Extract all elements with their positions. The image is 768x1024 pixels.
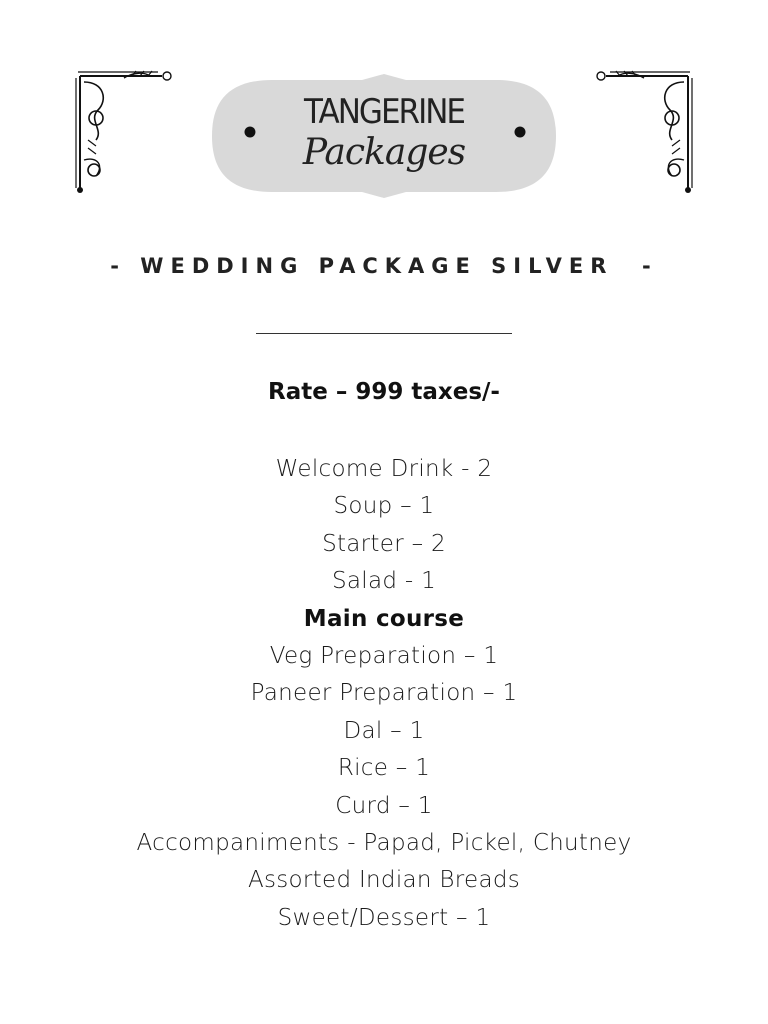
menu-item: Salad - 1: [331, 568, 437, 595]
menu-item: Rice – 1: [337, 755, 431, 782]
menu-item: Accompaniments - Papad, Pickel, Chutney: [136, 829, 632, 856]
logo-badge: [212, 74, 556, 198]
package-title: - WEDDING PACKAGE SILVER -: [110, 254, 658, 278]
corner-ornament-left-icon: [74, 70, 174, 196]
menu-item: Curd – 1: [335, 792, 433, 819]
menu-item: Starter – 2: [322, 530, 446, 557]
menu-item: Paneer Preparation – 1: [250, 680, 518, 707]
rate-line: Rate – 999 taxes/-: [268, 379, 500, 405]
logo-subtitle: Packages: [302, 132, 466, 173]
logo-title: TANGERINE: [304, 92, 464, 132]
menu-item: Welcome Drink - 2: [275, 456, 493, 482]
menu-item: Dal – 1: [343, 717, 425, 744]
corner-ornament-right-icon: [594, 70, 694, 196]
menu-section-heading: Main course: [303, 605, 465, 632]
menu-item: Veg Preparation – 1: [269, 642, 499, 669]
menu-item: Sweet/Dessert – 1: [277, 904, 491, 931]
divider: [256, 333, 512, 334]
menu-list: [0, 451, 768, 937]
menu-item: Soup – 1: [333, 493, 435, 520]
menu-item: Assorted Indian Breads: [247, 867, 521, 894]
